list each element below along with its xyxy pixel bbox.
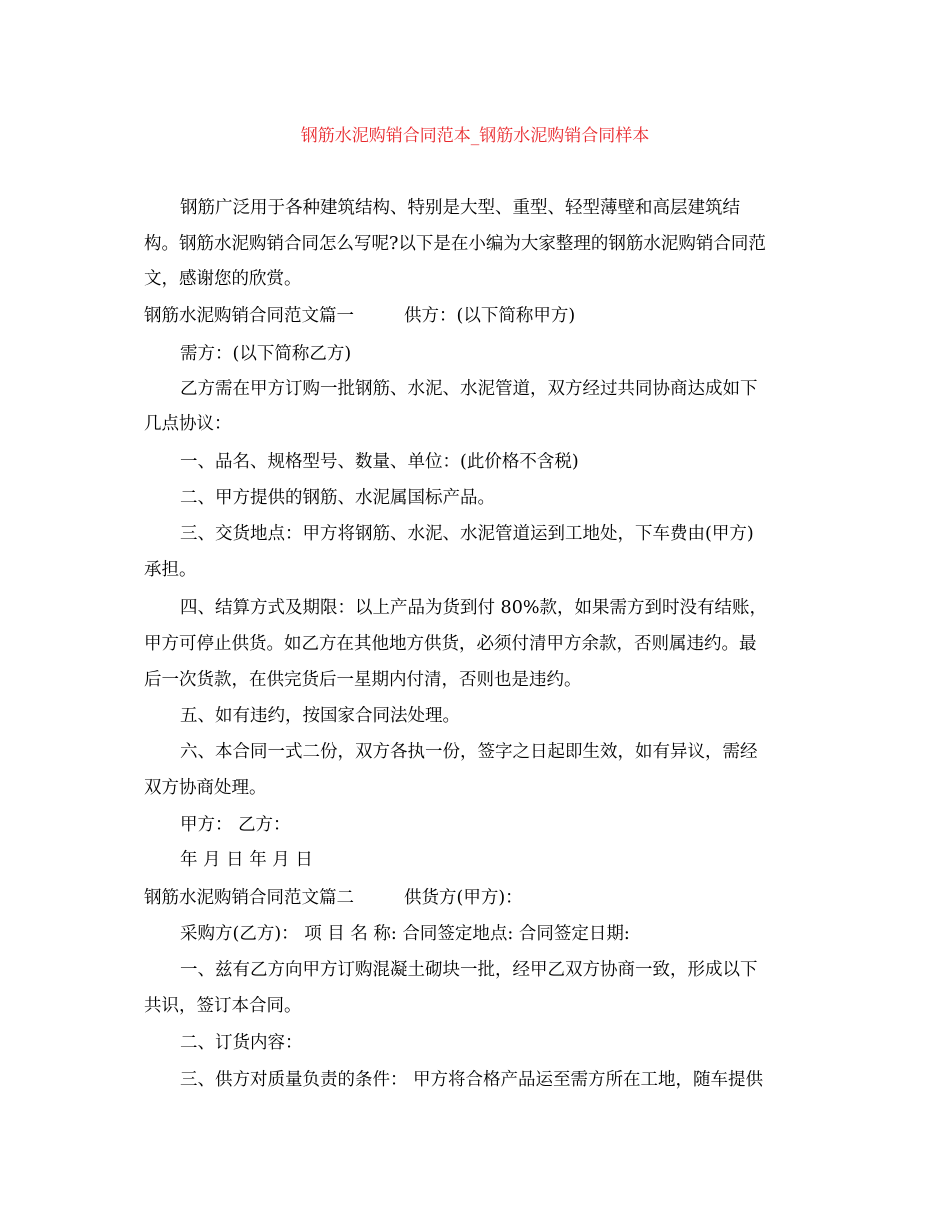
paragraph-line: 四、结算方式及期限：以上产品为货到付 80%款，如果需方到时没有结账， [180, 598, 767, 618]
document-title: 钢筋水泥购销合同范本_钢筋水泥购销合同样本 [300, 126, 650, 146]
signature-line: 甲方： 乙方： [180, 815, 291, 835]
paragraph-line: 二、订货内容： [180, 1033, 303, 1053]
section-heading: 钢筋水泥购销合同范文篇一 [144, 306, 354, 326]
paragraph-line: 五、如有违约，按国家合同法处理。 [180, 706, 460, 726]
section-heading-line [144, 302, 804, 330]
paragraph-line: 后一次货款，在供完货后一星期内付清，否则也是违约。 [144, 670, 582, 690]
paragraph-line: 采购方(乙方)： 项 目 名 称: 合同签定地点: 合同签定日期: [180, 924, 630, 944]
paragraph-line: 钢筋广泛用于各种建筑结构、特别是大型、重型、轻型薄壁和高层建筑结 [180, 198, 740, 218]
paragraph-line: 二、甲方提供的钢筋、水泥属国标产品。 [180, 488, 495, 508]
paragraph-line: 六、本合同一式二份，双方各执一份，签字之日起即生效，如有异议，需经 [180, 742, 758, 762]
paragraph-line: 共识，签订本合同。 [144, 996, 302, 1016]
paragraph-line: 三、交货地点：甲方将钢筋、水泥、水泥管道运到工地处，下车费由(甲方) [180, 524, 754, 544]
paragraph-line: 三、供方对质量负责的条件： 甲方将合格产品运至需方所在工地，随车提供 [180, 1070, 764, 1090]
supplier-label: 供货方(甲方)： [404, 888, 523, 908]
paragraph-line: 需方：(以下简称乙方) [180, 344, 352, 364]
paragraph-line: 承担。 [144, 560, 197, 580]
paragraph-line: 构。钢筋水泥购销合同怎么写呢?以下是在小编为大家整理的钢筋水泥购销合同范 [144, 234, 766, 254]
paragraph-line: 一、兹有乙方向甲方订购混凝土砌块一批，经甲乙双方协商一致，形成以下 [180, 960, 758, 980]
supplier-label: 供方：(以下简称甲方) [404, 306, 576, 326]
paragraph-line: 乙方需在甲方订购一批钢筋、水泥、水泥管道，双方经过共同协商达成如下 [180, 379, 758, 399]
date-line: 年 月 日 年 月 日 [180, 850, 313, 870]
paragraph-line: 双方协商处理。 [144, 778, 267, 798]
paragraph-line: 文，感谢您的欣赏。 [144, 269, 302, 289]
section-heading-line [144, 884, 804, 912]
paragraph-line: 甲方可停止供货。如乙方在其他地方供货，必须付清甲方余款，否则属违约。最 [144, 634, 757, 654]
paragraph-line: 几点协议： [144, 414, 232, 434]
paragraph-line: 一、品名、规格型号、数量、单位：(此价格不含税) [180, 452, 579, 472]
section-heading: 钢筋水泥购销合同范文篇二 [144, 888, 354, 908]
